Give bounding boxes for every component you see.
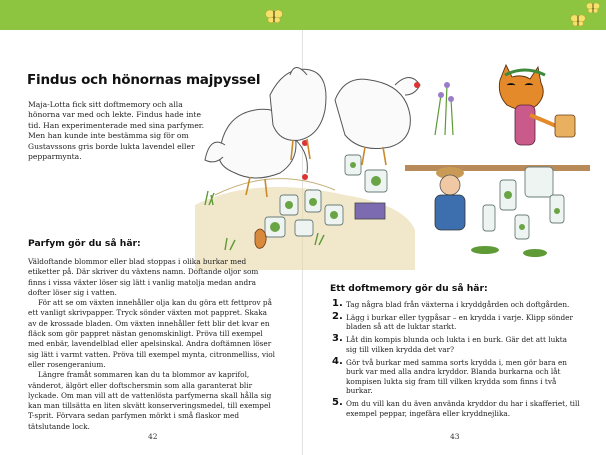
perfume-instructions bbox=[28, 257, 275, 432]
hen-illustration bbox=[335, 78, 420, 166]
list-item bbox=[330, 355, 580, 396]
paragraph: Väldoftande blommor eller blad stoppas i olika burkar med etiketter på. Där skriver du växtens namn. Doftande oljor som finns i vissa växter löser sig lätt i vanlig matolja medan andra dofter löser sig i vatten. bbox=[28, 257, 259, 297]
page-title: Findus och hönornas majpyssel bbox=[27, 72, 261, 88]
step-number: 1. bbox=[332, 298, 343, 309]
page-number-right: 43 bbox=[450, 432, 460, 441]
butterfly-icon bbox=[265, 9, 283, 24]
paragraph: Längre framåt sommaren kan du ta blommor av kaprifol, vänderot, älgört eller doftschersmin som alla garanterat blir lyckade. Om man vill att de vattenlösta parfymerna skall hålla sig kan man tillsätta en liten skvätt konserveringsmedel, till exempel T-sprit. Förvara sedan parfymen mörkt i små flaskor med tätslutande lock. bbox=[28, 370, 272, 431]
step-text: Om du vill kan du även använda kryddor du har i skafferiet, till exempel peppar, ingefära eller kryddnejlika. bbox=[346, 399, 580, 418]
intro-paragraph: Maja-Lotta fick sitt doftmemory och alla hönorna var med och lekte. Findus hade inte tid. Han experimenterade med sina parfymer. Men han kunde inte bestämma sig för om Gustavssons gris borde lukta lavendel eller pepparmynta. bbox=[28, 100, 205, 162]
step-number: 5. bbox=[332, 397, 343, 409]
list-item bbox=[330, 335, 580, 354]
findus-cat-illustration bbox=[499, 65, 575, 145]
section-heading-perfume: Parfym gör du så här: bbox=[28, 238, 141, 249]
step-text: Lägg i burkar eller tygpåsar – en krydda i varje. Klipp sönder bladen så att de luktar starkt. bbox=[346, 312, 573, 332]
list-item bbox=[330, 310, 580, 332]
step-number: 4. bbox=[332, 355, 343, 367]
list-item bbox=[330, 399, 580, 418]
step-text: Gör två burkar med samma sorts krydda i, men gör bara en burk var med alla andra kryddor. Blanda burkarna och låt kompisen lukta sig fram till vilken krydda som finns i två burkar. bbox=[346, 357, 567, 396]
top-color-band bbox=[0, 0, 606, 30]
butterfly-icon bbox=[570, 14, 586, 27]
step-number: 2. bbox=[332, 310, 343, 322]
paragraph: För att se om växten innehåller olja kan du göra ett fettprov på ett vanligt skrivpapper. Tryck sönder växten mot pappret. Skaka av de krossade bladen. Om växten innehåller fett blir det kvar en fläck som gör pappret nästan genomskinligt. Pröva till exempel med enbär, lavendelblad eller apelsinskal. Andra doftämnen löser sig lätt i varmt vatten. Pröva till exempel mynta, citronmelliss, viol eller rosengeranium. bbox=[28, 298, 276, 369]
section-heading-memory: Ett doftmemory gör du så här: bbox=[330, 283, 488, 294]
step-text: Låt din kompis blunda och lukta i en burk. Gär det att lukta sig till vilken krydda det var? bbox=[346, 335, 567, 354]
page-number-left: 42 bbox=[148, 432, 158, 441]
list-item bbox=[330, 300, 580, 310]
step-text: Tag några blad från växterna i kryddgården och doftgården. bbox=[346, 300, 570, 309]
butterfly-icon bbox=[586, 2, 600, 14]
step-number: 3. bbox=[332, 333, 343, 345]
pettson-illustration bbox=[435, 167, 465, 230]
memory-steps-list bbox=[330, 300, 580, 421]
